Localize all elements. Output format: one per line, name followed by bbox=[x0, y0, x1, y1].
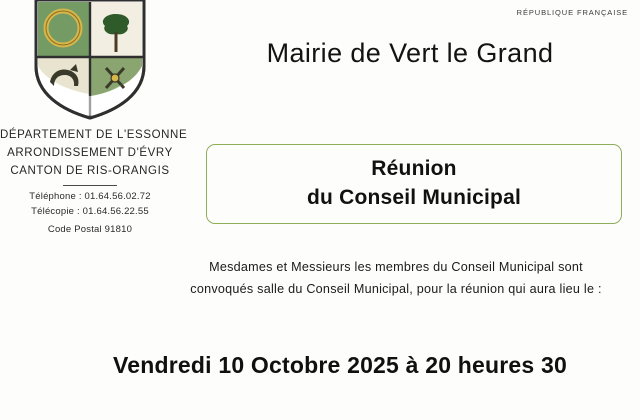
coat-of-arms-icon bbox=[26, 0, 154, 121]
letterhead-block bbox=[0, 0, 188, 235]
body-paragraph-line-1: Mesdames et Messieurs les membres du Conseil Municipal sont bbox=[209, 260, 583, 274]
admin-line-arrondissement: ARRONDISSEMENT D'ÉVRY bbox=[7, 146, 173, 159]
body-paragraph-line-2: convoqués salle du Conseil Municipal, pour la réunion qui aura lieu le : bbox=[190, 282, 602, 297]
page-title: Mairie de Vert le Grand bbox=[266, 38, 554, 68]
admin-line-canton: CANTON DE RIS-ORANGIS bbox=[10, 164, 170, 177]
framed-heading-box bbox=[206, 144, 622, 224]
administrative-lines bbox=[0, 127, 188, 180]
meeting-date-line: Vendredi 10 Octobre 2025 à 20 heures 30 bbox=[113, 352, 567, 378]
republique-francaise-caption: RÉPUBLIQUE FRANÇAISE bbox=[516, 8, 628, 17]
framed-heading-line-1: Réunion bbox=[371, 157, 457, 181]
telecopie-line: Télécopie : 01.64.56.22.55 bbox=[31, 205, 149, 217]
body-paragraph bbox=[168, 256, 624, 300]
telephone-line: Téléphone : 01.64.56.02.72 bbox=[29, 191, 151, 203]
postal-code-line: Code Postal 91810 bbox=[47, 223, 133, 235]
admin-line-departement: DÉPARTEMENT DE L'ESSONNE bbox=[0, 129, 188, 141]
framed-heading-line-2: du Conseil Municipal bbox=[306, 186, 521, 209]
divider-rule bbox=[63, 185, 117, 186]
